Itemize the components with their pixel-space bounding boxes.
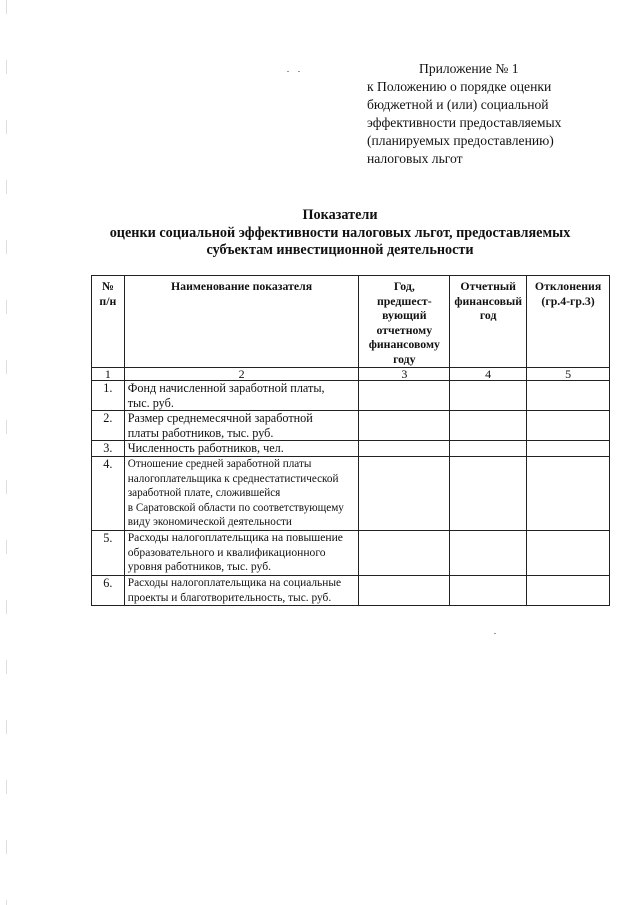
title-line: Показатели [302,207,378,223]
indicator-name-text: Расходы налогоплательщика на социальные проекты и благотворительность, тыс. руб. [127,576,342,604]
column-number: 2 [124,368,359,381]
appendix-line: бюджетной и (или) социальной [367,97,549,112]
table-row [92,441,610,457]
header-cell-deviation: Отклонения (гр.4-гр.3) [527,276,610,368]
value-cell-previous [359,575,450,605]
appendix-number: Приложение № 1 [419,61,519,76]
value-cell-deviation [527,530,610,575]
column-number: 1 [92,368,125,381]
indicators-table [91,275,610,606]
appendix-line: эффективности предоставляемых [367,115,562,130]
value-cell-previous [359,381,450,411]
indicator-name-text: Размер среднемесячной заработной платы работников, тыс. руб. [127,411,313,440]
scan-speck [287,71,289,72]
value-cell-previous [359,456,450,530]
indicator-name [124,530,359,575]
row-number: 4. [92,456,125,530]
appendix-block [367,60,607,168]
value-cell-current [450,456,527,530]
value-cell-current [450,575,527,605]
value-cell-current [450,381,527,411]
title-line: оценки социальной эффективности налоговых льгот, предоставляемых [109,224,571,241]
title-line: субъектам инвестиционной деятельности [206,242,474,258]
row-number: 2. [92,411,125,441]
header-cell-reporting-year: Отчетный финансовый год [450,276,527,368]
table-row [92,530,610,575]
indicator-name-text: Численность работников, чел. [127,441,284,456]
indicator-name-text: Фонд начисленной заработной платы, тыс. руб. [127,381,325,410]
indicator-name-text: Расходы налогоплательщика на повышение образовательного и квалификационного уровня работников, тыс. руб. [127,530,343,574]
indicator-name [124,441,359,457]
appendix-line: (планируемых предоставлению) [367,133,554,148]
indicator-name [124,411,359,441]
table-header-row [92,276,610,368]
column-number: 4 [450,368,527,381]
scan-speck [494,633,496,634]
value-cell-previous [359,411,450,441]
row-number: 3. [92,441,125,457]
indicator-name [124,381,359,411]
value-cell-deviation [527,456,610,530]
value-cell-current [450,411,527,441]
table-row [92,456,610,530]
table-row [92,411,610,441]
column-number-row [92,368,610,381]
value-cell-current [450,441,527,457]
value-cell-previous [359,441,450,457]
row-number: 6. [92,575,125,605]
header-cell-indicator-name: Наименование показателя [124,276,359,368]
value-cell-deviation [527,441,610,457]
column-number: 5 [527,368,610,381]
scan-speck [298,71,300,72]
value-cell-previous [359,530,450,575]
value-cell-deviation [527,381,610,411]
appendix-line: налоговых льгот [367,151,463,166]
indicator-name-text: Отношение средней заработной платы налогоплательщика к среднестатистической заработной плате, сложившейся в Саратовской области по соответствующему виду экономической деятельности [127,457,344,529]
value-cell-deviation [527,575,610,605]
value-cell-deviation [527,411,610,441]
document-title [80,207,600,260]
value-cell-current [450,530,527,575]
column-number: 3 [359,368,450,381]
scan-left-edge [6,0,7,905]
table-row [92,575,610,605]
row-number: 1. [92,381,125,411]
header-cell-previous-year: Год, предшест- вующий отчетному финансовому году [359,276,450,368]
row-number: 5. [92,530,125,575]
table-row [92,381,610,411]
indicator-name [124,575,359,605]
appendix-line: к Положению о порядке оценки [367,79,552,94]
header-cell-number: № п/н [92,276,125,368]
indicator-name [124,456,359,530]
